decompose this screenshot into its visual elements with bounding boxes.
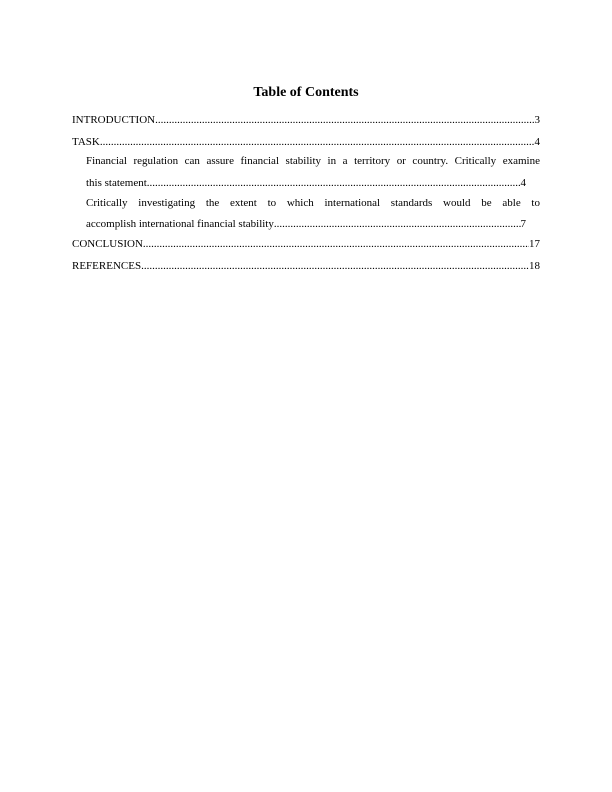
toc-entry-line2 <box>86 177 526 190</box>
toc-entry-introduction[interactable] <box>72 114 540 127</box>
toc-entry-label: this statement <box>86 177 147 189</box>
toc-entry-label: TASK <box>72 136 100 148</box>
toc-title: Table of Contents <box>253 85 359 100</box>
toc-entry-references[interactable] <box>72 260 540 273</box>
toc-leader-dots <box>143 238 529 251</box>
toc-entry-label: REFERENCES <box>72 260 142 272</box>
toc-page-number: 4 <box>520 177 526 189</box>
toc-entry-label-line1: Financial regulation can assure financial stability in a territory or country. Critically examine <box>86 155 540 167</box>
toc-leader-dots <box>100 136 535 149</box>
toc-entry-task[interactable] <box>72 136 540 149</box>
toc-entry-label: CONCLUSION <box>72 238 143 250</box>
toc-entry-conclusion[interactable] <box>72 238 540 251</box>
toc-entry-label: INTRODUCTION <box>72 114 156 126</box>
toc-entry-label-line1: Critically investigating the extent to which international standards would be able to <box>86 197 540 209</box>
toc-page-number: 4 <box>534 136 540 148</box>
toc-page-number: 17 <box>529 238 540 250</box>
toc-entry-label: accomplish international financial stability <box>86 218 274 230</box>
toc-leader-dots <box>274 218 521 231</box>
toc-leader-dots <box>155 114 534 127</box>
toc-entry-line2 <box>86 218 526 231</box>
toc-page-number: 7 <box>520 218 526 230</box>
toc-page-number: 18 <box>529 260 540 272</box>
toc-leader-dots <box>141 260 529 273</box>
toc-page-number: 3 <box>534 114 540 126</box>
toc-leader-dots <box>147 177 521 190</box>
